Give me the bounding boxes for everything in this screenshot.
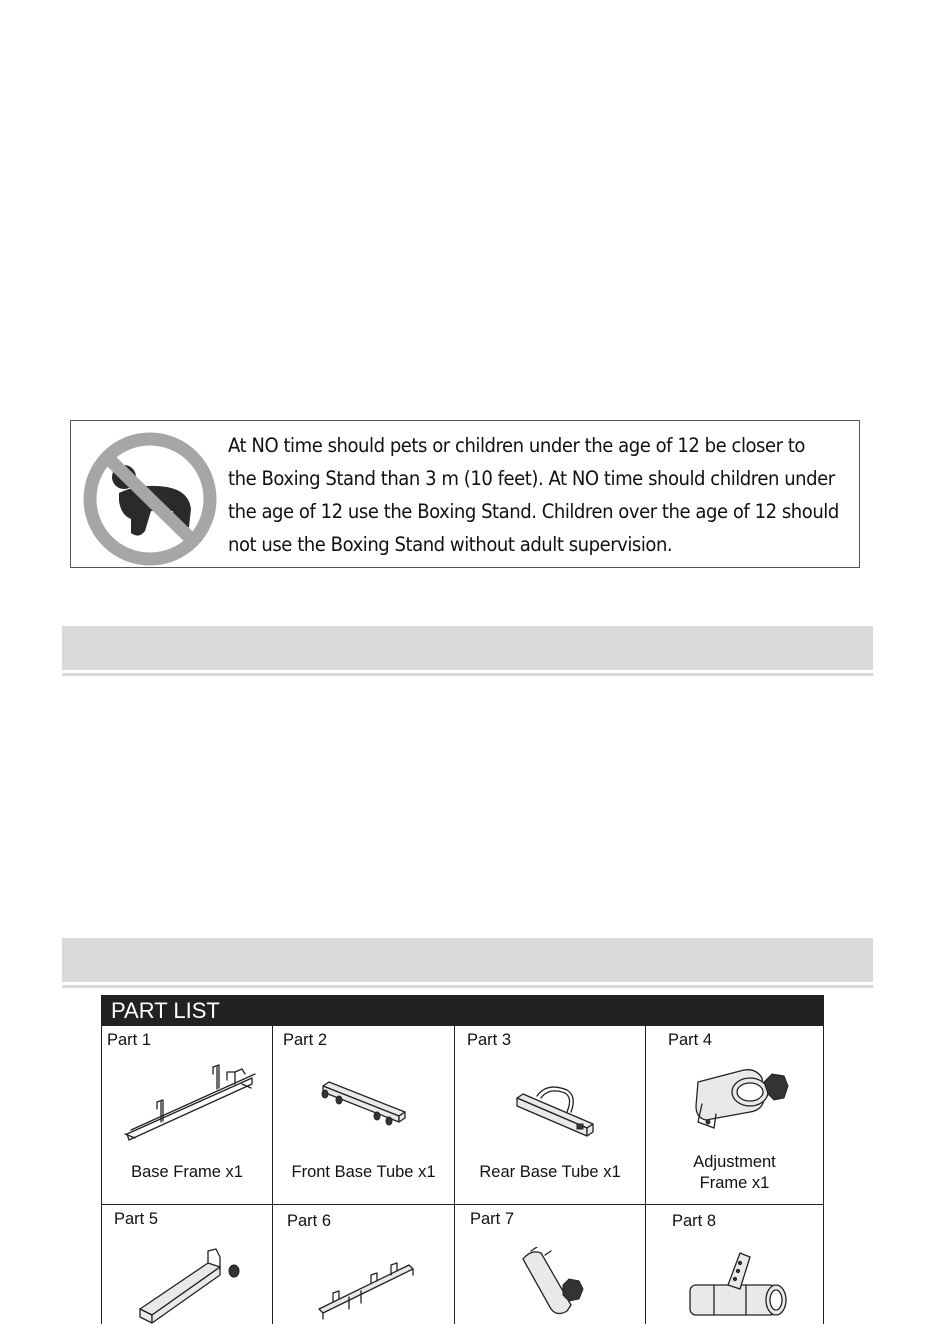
warning-line: the Boxing Stand than 3 m (10 feet). At NO time should children under xyxy=(228,467,835,490)
part-cell xyxy=(646,1205,823,1324)
base-frame-icon xyxy=(117,1064,257,1149)
part-name xyxy=(646,1152,823,1194)
part-label: Part 7 xyxy=(470,1210,515,1228)
part-label: Part 5 xyxy=(114,1210,159,1228)
part-name: Rear Base Tube x1 xyxy=(479,1163,621,1181)
part-cell xyxy=(273,1026,454,1204)
warning-line: At NO time should pets or children under the age of 12 be closer to xyxy=(228,434,806,457)
part-name: Front Base Tube x1 xyxy=(291,1163,436,1181)
part-cell xyxy=(273,1205,454,1324)
part-label: Part 2 xyxy=(283,1031,328,1049)
part-7-icon xyxy=(517,1247,597,1330)
part-name-line: Frame x1 xyxy=(699,1174,770,1192)
no-children-icon xyxy=(79,431,221,567)
part-cell xyxy=(102,1205,272,1324)
part-cell xyxy=(455,1205,645,1324)
part-grid xyxy=(101,1026,824,1324)
section-header-bar xyxy=(62,626,873,670)
warning-line: the age of 12 use the Boxing Stand. Children over the age of 12 should xyxy=(228,500,839,523)
part-list-table xyxy=(101,995,824,1324)
part-label: Part 6 xyxy=(287,1212,332,1230)
part-5-icon xyxy=(136,1245,246,1330)
part-label: Part 4 xyxy=(668,1031,713,1049)
adjustment-frame-icon xyxy=(692,1064,792,1145)
part-6-icon xyxy=(313,1253,423,1328)
part-name: Base Frame x1 xyxy=(131,1163,243,1181)
warning-box xyxy=(70,420,860,568)
warning-text xyxy=(228,429,860,561)
part-8-icon xyxy=(684,1245,794,1330)
part-list-title: PART LIST xyxy=(101,995,824,1026)
section-divider xyxy=(62,985,873,988)
part-label: Part 8 xyxy=(672,1212,717,1230)
rear-base-tube-icon xyxy=(507,1078,607,1147)
part-label: Part 3 xyxy=(467,1031,512,1049)
section-divider xyxy=(62,673,873,676)
part-cell xyxy=(102,1026,272,1204)
front-base-tube-icon xyxy=(315,1076,415,1141)
section-header-bar xyxy=(62,938,873,982)
warning-line: not use the Boxing Stand without adult supervision. xyxy=(228,533,673,556)
part-label: Part 1 xyxy=(107,1031,152,1049)
part-name-line: Adjustment xyxy=(693,1153,776,1171)
part-cell xyxy=(455,1026,645,1204)
part-cell xyxy=(646,1026,823,1204)
